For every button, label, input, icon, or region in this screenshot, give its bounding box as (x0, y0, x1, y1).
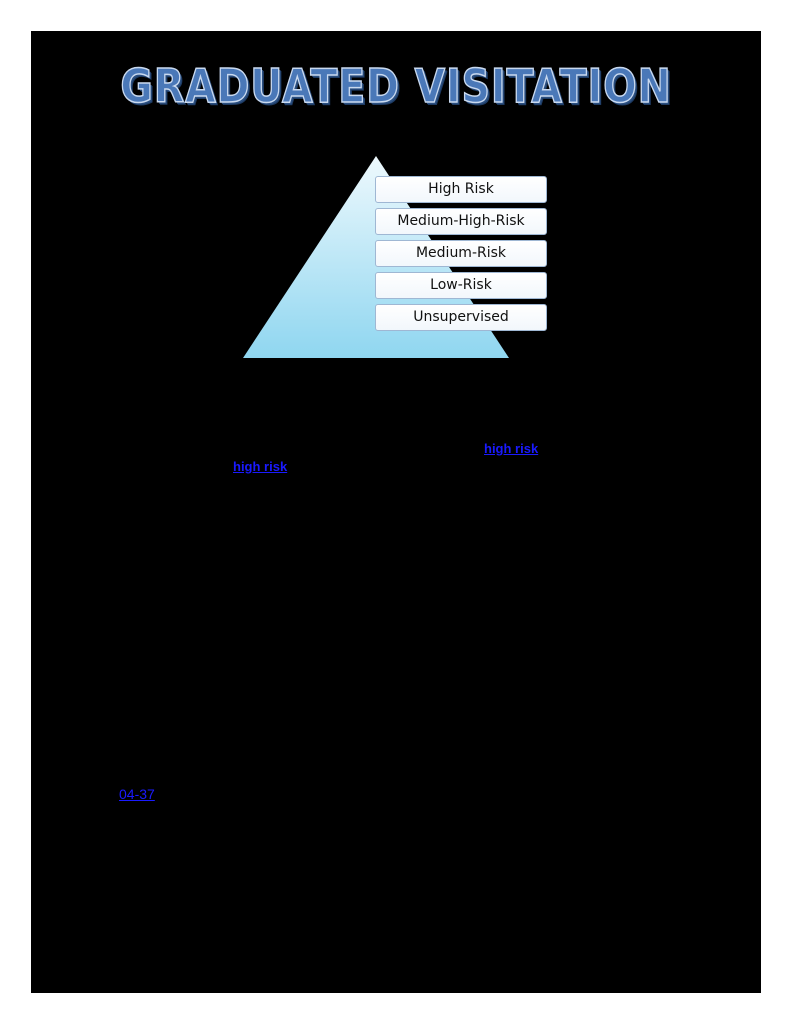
document-page (31, 31, 761, 993)
risk-level-list (375, 176, 549, 336)
code-link[interactable]: 04-37 (119, 786, 155, 802)
risk-level-medium-high: Medium-High-Risk (375, 208, 547, 235)
high-risk-link-2[interactable]: high risk (233, 459, 288, 474)
risk-level-unsupervised: Unsupervised (375, 304, 547, 331)
high-risk-link[interactable]: high risk (484, 441, 539, 456)
risk-level-high: High Risk (375, 176, 547, 203)
risk-level-medium: Medium-Risk (375, 240, 547, 267)
page-title: GRADUATED VISITATION (120, 59, 672, 113)
risk-level-low: Low-Risk (375, 272, 547, 299)
